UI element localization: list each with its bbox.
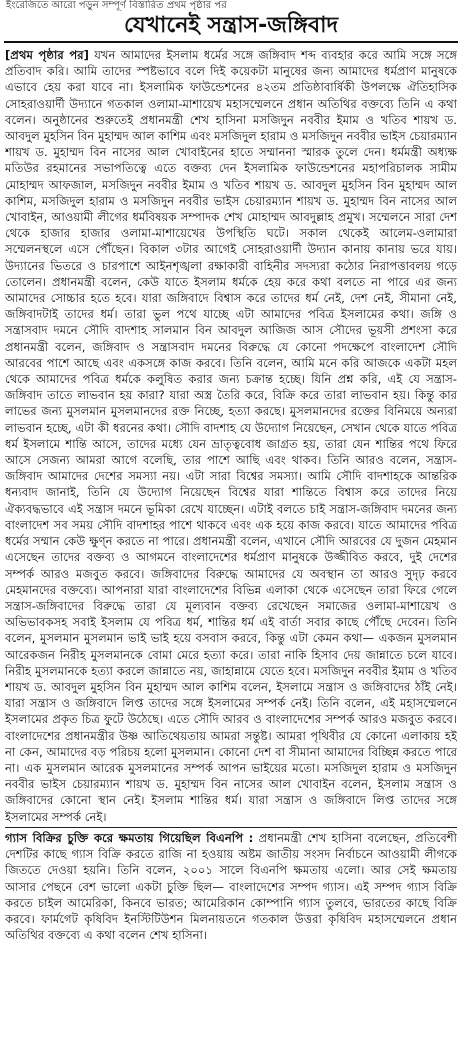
top-cropped-line: ইংরেজিতে আরো পড়ুন সম্পূর্ণ বিস্তারিত প্রথম পৃষ্ঠার পর [6, 0, 227, 11]
subsection-heading: গ্যাস বিক্রির চুক্তি করে ক্ষমতায় গিয়েছিল বিএনপি : [5, 831, 254, 845]
subsection-gas [5, 830, 457, 1050]
article-body [5, 47, 457, 827]
continued-from-label: [প্রথম পৃষ্ঠার পর] [5, 48, 89, 62]
article-text: যখন আমাদের ইসলাম ধর্মের সঙ্গে জঙ্গিবাদ শব্দ ব্যবহার করে আমি সঙ্গে সঙ্গে প্রতিবাদ করি। আমি তাদের স্পষ্টভাবে বলে দিই কয়েকটা মানুষের জন্য আমাদের ধর্মপ্রাণ মানুষকে এভাবে হেয় করা যাবে না। ইসলামিক ফাউন্ডেশনের ৪২তম প্রতিষ্ঠাবার্ষিকী উপলক্ষে ঐতিহাসিক সোহরাওয়ার্দী উদ্যানে গতকাল ওলামা-মাশায়েখ মহাসম্মেলনে প্রধান অতিথির বক্তব্যে তিনি এ কথা বলেন। অনুষ্ঠানের শুরুতেই প্রধানমন্ত্রী শেখ হাসিনা মসজিদুন নববীর ইমাম ও খতিব শায়খ ড. আবদুল মুহসিন বিন মুহাম্মদ আল কাশিম এবং মসজিদুল হারাম ও মসজিদুন নববীর ভাইস চেয়ারম্যান শায়খ ড. মুহাম্মদ বিন নাসের আল খোবাইনের হাতে সম্মাননা স্মারক তুলে দেন। ধর্মমন্ত্রী অধ্যক্ষ মতিউর রহমানের সভাপতিত্বে এতে বক্তব্য দেন ইসলামিক ফাউন্ডেশনের মহাপরিচালক সামীম মোহাম্মদ আফজাল, মসজিদুন নববীর ইমাম ও খতিব শায়খ ড. আবদুল মুহসিন বিন মুহাম্মদ আল কাশিম, মসজিদুল হারাম ও মসজিদুন নববীর ভাইস চেয়ারম্যান শায়খ ড. মুহাম্মদ বিন নাসের আল খোবাইন, আওয়ামী লীগের ধর্মবিষয়ক সম্পাদক শেখ মোহাম্মদ আবদুল্লাহ প্রমুখ। সম্মেলনে সারা দেশ থেকে হাজার হাজার ওলামা-মাশায়েখের উপস্থিতি ঘটে। সকাল থেকেই আলেম-ওলামারা সম্মেলনস্থলে এসে পৌঁছেন। বিকাল ৩টার আগেই সোহরাওয়ার্দী উদ্যান কানায় কানায় ভরে যায়। উদ্যানের ভিতরে ও চারপাশে আইনশৃঙ্খলা রক্ষাকারী বাহিনীর সদস্যরা কঠোর নিরাপত্তাবলয় গড়ে তোলেন। প্রধানমন্ত্রী বলেন, কেউ যাতে ইসলাম ধর্মকে হেয় করে কথা বলতে না পারে এর জন্য আমাদের সোচ্চার হতে হবে। যারা জঙ্গিবাদে বিশ্বাস করে তাদের ধর্ম নেই, দেশ নেই, সীমানা নেই, জঙ্গিবাদটাই তাদের ধর্ম। তারা ভুল পথে যাচ্ছে এটা আমাদের পবিত্র ইসলামের কথা। জঙ্গি ও সন্ত্রাসবাদ দমনে সৌদি বাদশাহ সালমান বিন আবদুল আজিজ আস সৌদের ভূয়সী প্রশংসা করে প্রধানমন্ত্রী বলেন, জঙ্গিবাদ ও সন্ত্রাসবাদ দমনের বিরুদ্ধে যে কোনো পদক্ষেপে বাংলাদেশ সৌদি আরবের পাশে আছে এবং একসঙ্গে কাজ করবে। তিনি বলেন, আমি মনে করি আজকে একটা মহল থেকে আমাদের পবিত্র ধর্মকে কলুষিত করার জন্য চক্রান্ত হচ্ছে। যিনি প্রশ্ন করি, এই যে সন্ত্রাস-জঙ্গিবাদ তাতে লাভবান হয় কারা? যারা অস্ত্র তৈরি করে, বিক্রি করে তারা লাভবান হয়। কিন্তু কার লাভের জন্য মুসলমান মুসলমানদের রক্ত নিচ্ছে, হত্যা করছে। মুসলমানদের রক্তের বিনিময়ে অন্যরা লাভবান হচ্ছে, এটা কী ধরনের কথা। সৌদি বাদশাহ যে উদ্যোগ নিয়েছেন, সেখান থেকে যাতে পবিত্র ধর্ম ইসলামে শান্তি আসে, তাদের মধ্যে যেন ভ্রাতৃত্ববোধ জাগ্রত হয়, তারা যেন শান্তির পথে ফিরে আসে সেজন্য আমরা আগে বলেছি, তার পাশে আছি এবং থাকব। তিনি আরও বলেন, সন্ত্রাস-জঙ্গিবাদ আমাদের দেশের সমস্যা নয়। এটা সারা বিশ্বের সমস্যা। আমি সৌদি বাদশাহকে আন্তরিক ধন্যবাদ জানাই, তিনি যে উদ্যোগ নিয়েছেন বিশ্বের যারা শান্তিতে বিশ্বাস করে তাদের নিয়ে ঐক্যবদ্ধভাবে এই সন্ত্রাস দমনে ভূমিকা রেখে যাচ্ছেন। এটাই বলতে চাই সন্ত্রাস-জঙ্গিবাদ দমনের জন্য বাংলাদেশ সব সময় সৌদি বাদশাহর পাশে থাকবে এবং এক হয়ে কাজ করবে। যাতে আমাদের পবিত্র ধর্মের সম্মান কেউ ক্ষুণ্ন করতে না পারে। প্রধানমন্ত্রী বলেন, এখানে সৌদি আরবের যে দুজন মেহমান এসেছেন তাদের বক্তব্য ও আগমনে বাংলাদেশের ধর্মপ্রাণ মানুষকে উজ্জীবিত করবে, দুই দেশের সম্পর্ক আরও মজবুত করবে। জঙ্গিবাদের বিরুদ্ধে আমাদের যে অবস্থান তা আরও সুদৃঢ় করবে মেহমানদের বক্তব্যে। আপনারা যারা বাংলাদেশের বিভিন্ন এলাকা থেকে এসেছেন তারা ফিরে গেলে সন্ত্রাস-জঙ্গিবাদের বিরুদ্ধে তারা যে মূল্যবান বক্তব্য রেখেছেন সমাজের ওলামা-মাশায়েখ ও অভিভাবকসহ সবাই ইসলাম যে পবিত্র ধর্ম, শান্তির ধর্ম এই বার্তা সবার কাছে পৌঁছে দেবেন। তিনি বলেন, মুসলমান মুসলমান ভাই ভাই হয়ে বসবাস করবে, কিন্তু এটা কেমন কথা— একজন মুসলমান আরেকজন নিরীহ মুসলমানকে বোমা মেরে হত্যা করে। তারা নাকি হিসাব দেয় জান্নাতে চলে যাবে। নিরীহ মুসলমানকে হত্যা করলে জান্নাতে নয়, জাহান্নামে যেতে হবে। মসজিদুন নববীর ইমাম ও খতিব শায়খ ড. আবদুল মুহসিন বিন মুহাম্মদ আল কাশিম বলেন, ইসলামে সন্ত্রাস ও জঙ্গিবাদের ঠাঁই নেই। যারা সন্ত্রাস ও জঙ্গিবাদে লিপ্ত তাদের সঙ্গে ইসলামের সম্পর্ক নেই। তিনি বলেন, এই মহাসম্মেলনে ইসলামের প্রকৃত চিত্র ফুটে উঠেছে। এতে সৌদি আরব ও বাংলাদেশের সম্পর্ক আরও মজবুত করবে। বাংলাদেশের প্রধানমন্ত্রীর উষ্ণ আতিথেয়তায় আমরা সন্তুষ্ট। আমরা পৃথিবীর যে কোনো এলাকায় হই না কেন, আমাদের বড় পরিচয় হলো মুসলমান। কোনো দেশ বা সীমানা আমাদের বিচ্ছিন্ন করতে পারে না। এক মুসলমান আরেক মুসলমানের সম্পর্ক আপন ভাইয়ের মতো। মসজিদুল হারাম ও মসজিদুন নববীর ভাইস চেয়ারম্যান শায়খ ড. মুহাম্মদ বিন নাসের আল খোবাইন বলেন, ইসলাম সন্ত্রাস ও জঙ্গিবাদের কোনো স্থান নেই। ইসলাম শান্তির ধর্ম। যারা সন্ত্রাস ও জঙ্গিবাদে লিপ্ত তাদের সঙ্গে ইসলামের সম্পর্ক নেই। [5, 48, 457, 824]
subsection-text: প্রধানমন্ত্রী শেখ হাসিনা বলেছেন, প্রতিবেশী দেশটির কাছে গ্যাস বিক্রি করতে রাজি না হওয়ায় অষ্টম জাতীয় সংসদ নির্বাচনে আওয়ামী লীগকে জিততে দেওয়া হয়নি। তিনি বলেন, ২০০১ সালে বিএনপি ক্ষমতায় এলো। আর সেই ক্ষমতায় আসার পেছনে বেশ ভালো একটা চুক্তি ছিল— বাংলাদেশের সম্পদ গ্যাস। এই সম্পদ গ্যাস বিক্রি করতে চাইল আমেরিকা, কিনবে ভারত; আমেরিকান কোম্পানি গ্যাস তুলবে, ভারতের কাছে বিক্রি করবে। ফার্মগেট কৃষিবিদ ইনস্টিটিউশন মিলনায়তনে গতকাল উত্তরা কৃষিবিদ মহাসম্মেলনে প্রধান অতিথির বক্তব্যে এ কথা বলেন শেখ হাসিনা। [5, 831, 457, 943]
headline: যেখানেই সন্ত্রাস-জঙ্গিবাদ [4, 11, 458, 43]
section-divider [5, 827, 457, 828]
